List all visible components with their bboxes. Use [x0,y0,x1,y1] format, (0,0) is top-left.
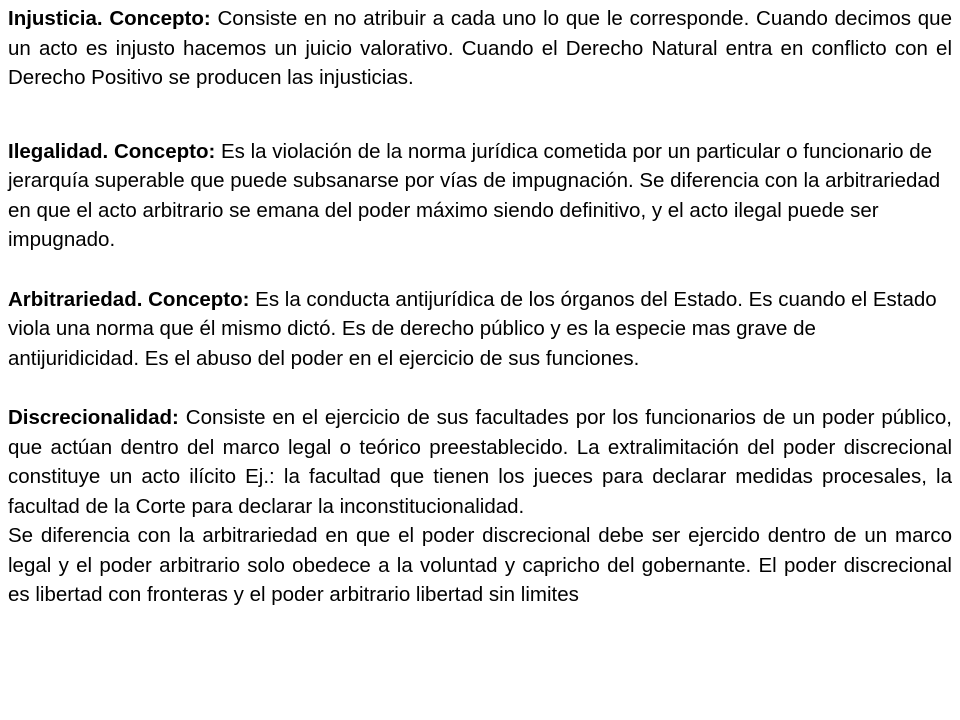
text-diferencia: Se diferencia con la arbitrariedad en que el poder discrecional debe ser ejercido dentro de un marco legal y el poder arbitrario solo obedece a la voluntad y capricho del gobernante. El poder discrecional es libertad con fronteras y el poder arbitrario libertad sin limites [8,524,952,606]
paragraph-discrecionalidad [8,403,952,521]
term-injusticia: Injusticia. Concepto: [8,7,211,30]
paragraph-diferencia [8,521,952,610]
term-arbitrariedad: Arbitrariedad. Concepto: [8,287,250,311]
definition-arbitrariedad: Es la conducta antijurídica de los órganos del Estado. Es cuando el Estado viola una norma que él mismo dictó. Es de derecho público y es la especie mas grave de antijuridicidad. Es el abuso del poder en el ejercicio de sus funciones. [8,287,937,370]
definition-discrecionalidad: Consiste en el ejercicio de sus facultades por los funcionarios de un poder público, que actúan dentro del marco legal o teórico preestablecido. La extralimitación del poder discrecional constituye un acto ilícito Ej.: la facultad que tienen los jueces para declarar medidas procesales, la facultad de la Corte para declarar la inconstitucionalidad. [8,406,952,518]
term-ilegalidad: Ilegalidad. Concepto: [8,139,216,163]
paragraph-injusticia [8,4,952,93]
term-discrecionalidad: Discrecionalidad: [8,406,179,429]
definition-ilegalidad: Es la violación de la norma jurídica cometida por un particular o funcionario de jerarquía superable que puede subsanarse por vías de impugnación. Se diferencia con la arbitrariedad en que el acto arbitrario se emana del poder máximo siendo definitivo, y el acto ilegal puede ser impugnado. [8,139,941,251]
paragraph-ilegalidad [8,137,952,255]
definition-injusticia: Consiste en no atribuir a cada uno lo que le corresponde. Cuando decimos que un acto es injusto hacemos un juicio valorativo. Cuando el Derecho Natural entra en conflicto con el Derecho Positivo se producen las injusticias. [8,7,952,89]
slide-content [8,4,952,610]
paragraph-arbitrariedad [8,285,952,374]
